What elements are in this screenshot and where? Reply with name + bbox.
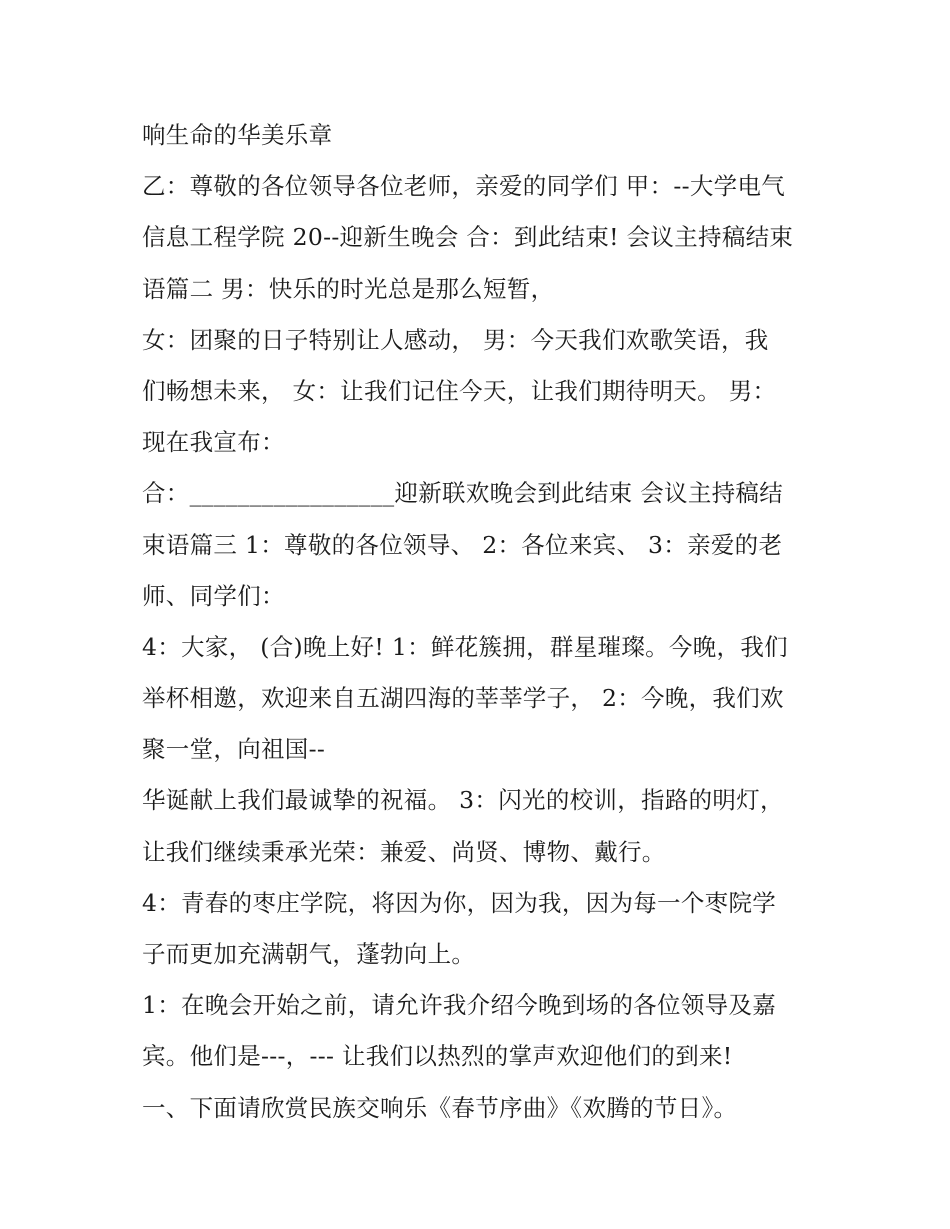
text-line: 现在我宣布： — [142, 428, 285, 457]
text-line: 们畅想未来， 女：让我们记住今天，让我们期待明天。 男： — [142, 376, 777, 405]
text-line: 响生命的华美乐章 — [142, 121, 333, 149]
text-line: 子而更加充满朝气，蓬勃向上。 — [142, 940, 476, 968]
text-line: 4：大家， (合)晚上好! 1：鲜花簇拥，群星璀璨。今晚，我们 — [142, 632, 788, 661]
text-line: 师、同学们： — [142, 581, 285, 610]
text-line: 聚一堂，向祖国-- — [142, 735, 326, 764]
text-line: 宾。他们是---，--- 让我们以热烈的掌声欢迎他们的到来! — [142, 1042, 733, 1071]
text-line: 乙：尊敬的各位领导各位老师，亲爱的同学们 甲：--大学电气 — [142, 172, 786, 201]
text-line: 束语篇三 1：尊敬的各位领导、 2：各位来宾、 3：亲爱的老 — [142, 530, 783, 559]
text-line: 举杯相邀，欢迎来自五湖四海的莘莘学子， 2：今晚，我们欢 — [142, 684, 784, 713]
text-line: 一、下面请欣赏民族交响乐《春节序曲》《欢腾的节日》。 — [142, 1093, 738, 1122]
text-line: 1：在晚会开始之前，请允许我介绍今晚到场的各位领导及嘉 — [142, 991, 777, 1020]
text-line: 女：团聚的日子特别让人感动， 男：今天我们欢歌笑语，我 — [142, 325, 769, 354]
text-line: 信息工程学院 20--迎新生晚会 合：到此结束! 会议主持稿结束 — [142, 223, 794, 252]
text-line: 4：青春的枣庄学院，将因为你，因为我，因为每一个枣院学 — [142, 888, 777, 917]
text-line: 语篇二 男：快乐的时光总是那么短暂， — [142, 274, 555, 303]
text-line: 让我们继续秉承光荣：兼爱、尚贤、博物、戴行。 — [142, 837, 666, 866]
text-line: 华诞献上我们最诚挚的祝福。 3：闪光的校训，指路的明灯， — [142, 786, 784, 815]
text-line: 合：_________________迎新联欢晚会到此结束 会议主持稿结 — [142, 479, 784, 508]
document-body — [142, 110, 822, 1134]
